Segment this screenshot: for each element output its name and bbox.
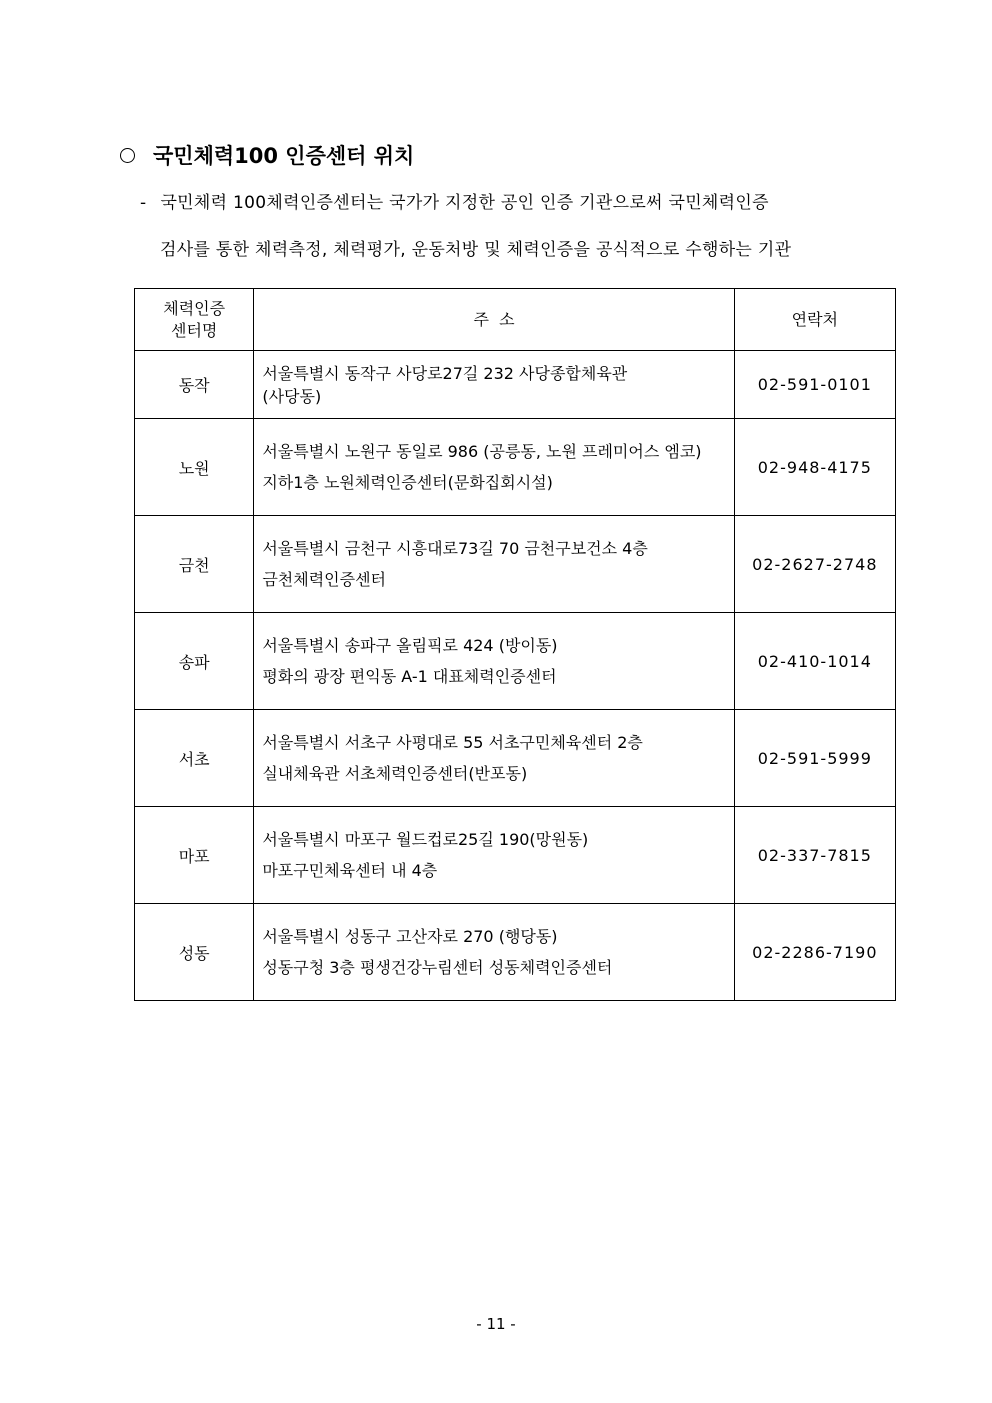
center-name: 노원: [135, 419, 254, 516]
center-name: 동작: [135, 351, 254, 419]
center-phone: 02-591-5999: [734, 710, 895, 807]
table-row: [135, 419, 896, 516]
table-row: [135, 351, 896, 419]
header-center-name: 체력인증 센터명: [135, 289, 254, 351]
center-phone: 02-337-7815: [734, 807, 895, 904]
center-phone: 02-2286-7190: [734, 904, 895, 1001]
table-row: [135, 613, 896, 710]
table-row: [135, 710, 896, 807]
header-phone: 연락처: [734, 289, 895, 351]
center-address: 서울특별시 서초구 사평대로 55 서초구민체육센터 2층 실내체육관 서초체력인증센터(반포동): [254, 710, 734, 807]
center-address: 서울특별시 동작구 사당로27길 232 사당종합체육관 (사당동): [254, 351, 734, 419]
description-line-2: 검사를 통한 체력측정, 체력평가, 운동처방 및 체력인증을 공식적으로 수행하는 기관: [160, 240, 792, 260]
center-phone: 02-2627-2748: [734, 516, 895, 613]
circle-bullet-icon: [120, 148, 135, 163]
center-address: 서울특별시 송파구 올림픽로 424 (방이동) 평화의 광장 편익동 A-1 대표체력인증센터: [254, 613, 734, 710]
center-name: 서초: [135, 710, 254, 807]
center-name: 마포: [135, 807, 254, 904]
table-row: [135, 807, 896, 904]
center-address: 서울특별시 성동구 고산자로 270 (행당동) 성동구청 3층 평생건강누림센터 성동체력인증센터: [254, 904, 734, 1001]
center-name: 성동: [135, 904, 254, 1001]
center-phone: 02-948-4175: [734, 419, 895, 516]
center-address: 서울특별시 금천구 시흥대로73길 70 금천구보건소 4층 금천체력인증센터: [254, 516, 734, 613]
dash-bullet: -: [140, 193, 147, 213]
table-header-row: [135, 289, 896, 351]
center-name: 금천: [135, 516, 254, 613]
section-title: 국민체력100 인증센터 위치: [153, 144, 415, 168]
center-table: [134, 288, 896, 1001]
table-row: [135, 516, 896, 613]
description-text-1: 국민체력 100체력인증센터는 국가가 지정한 공인 인증 기관으로써 국민체력인증: [160, 193, 769, 213]
page-number: - 11 -: [476, 1315, 516, 1333]
center-address: 서울특별시 마포구 월드컵로25길 190(망원동) 마포구민체육센터 내 4층: [254, 807, 734, 904]
description-line-1: [140, 188, 900, 213]
center-phone: 02-591-0101: [734, 351, 895, 419]
table-row: [135, 904, 896, 1001]
section-heading: [120, 140, 414, 170]
header-address: 주 소: [254, 289, 734, 351]
center-phone: 02-410-1014: [734, 613, 895, 710]
center-address: 서울특별시 노원구 동일로 986 (공릉동, 노원 프레미어스 엠코) 지하1층 노원체력인증센터(문화집회시설): [254, 419, 734, 516]
center-name: 송파: [135, 613, 254, 710]
